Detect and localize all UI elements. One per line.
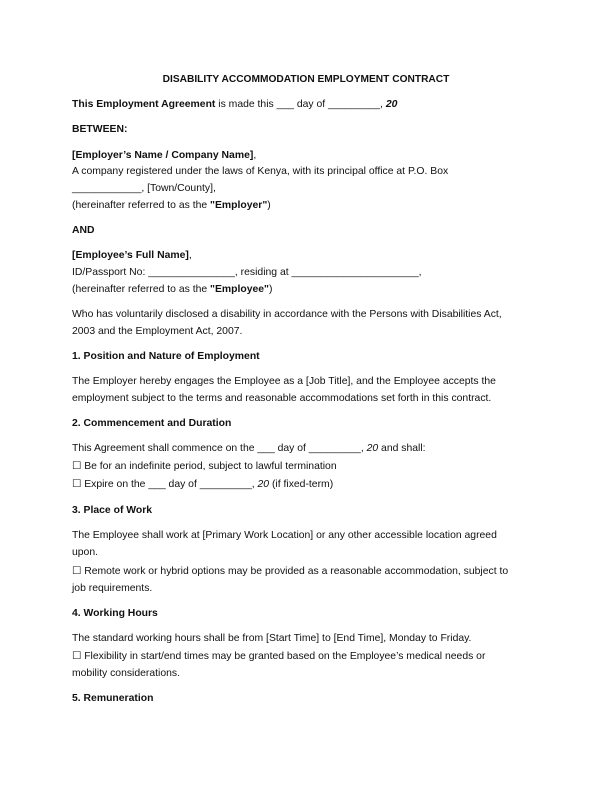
employer-name: [Employer’s Name / Company Name] (72, 150, 254, 161)
section-1-line-2: employment subject to the terms and reasonable accommodations set forth in this contract. (72, 393, 492, 404)
intro-year: 20 (385, 99, 398, 110)
section-3-heading: 3. Place of Work (72, 505, 153, 516)
section-2-heading: 2. Commencement and Duration (72, 418, 232, 429)
employee-name-line (72, 249, 192, 262)
employee-ref-bold: "Employee" (210, 284, 269, 295)
employee-ref-suffix: ) (269, 284, 273, 295)
employer-ref-suffix: ) (267, 200, 271, 211)
employee-name-suffix: , (188, 250, 192, 261)
intro-rest: is made this ___ day of _________, (215, 99, 386, 110)
employee-id-line: ID/Passport No: _______________, residing at ______________________, (72, 267, 422, 278)
section-2-option-fixed-term (72, 478, 333, 491)
employer-line-1: A company registered under the laws of Kenya, with its principal office at P.O. Box (72, 166, 449, 177)
section-4-line-3: mobility considerations. (72, 668, 180, 679)
employer-name-suffix: , (253, 150, 257, 161)
employee-reference (72, 283, 272, 296)
intro-bold: This Employment Agreement (72, 99, 216, 110)
section-5-heading: 5. Remuneration (72, 693, 154, 704)
employer-line-2: ____________, [Town/County], (72, 183, 216, 194)
section-2-option-2-b: (if fixed-term) (269, 479, 334, 490)
section-4-heading: 4. Working Hours (72, 608, 158, 619)
document-title: DISABILITY ACCOMMODATION EMPLOYMENT CONTRACT (162, 74, 450, 85)
section-3-line-3: ☐ Remote work or hybrid options may be provided as a reasonable accommodation, subject to (72, 566, 509, 577)
section-2-line-1-year: 20 (366, 443, 379, 454)
disclosure-line-2: 2003 and the Employment Act, 2007. (72, 326, 243, 337)
section-3-line-2: upon. (72, 547, 99, 558)
section-2-option-indefinite: ☐ Be for an indefinite period, subject to lawful termination (72, 461, 337, 472)
section-3-line-4: job requirements. (72, 583, 153, 594)
employee-ref-prefix: (hereinafter referred to as the (72, 284, 211, 295)
section-2-line-1-a: This Agreement shall commence on the ___ day of _________, (72, 443, 367, 454)
employer-name-line (72, 149, 256, 162)
section-2-option-2-a: ☐ Expire on the ___ day of _________, (72, 479, 258, 490)
employer-reference (72, 199, 271, 212)
employee-name: [Employee’s Full Name] (72, 250, 189, 261)
between-heading: BETWEEN: (72, 124, 128, 135)
disclosure-line-1: Who has voluntarily disclosed a disability in accordance with the Persons with Disabilities Act, (72, 309, 502, 320)
and-heading: AND (72, 225, 95, 236)
section-2-option-2-year: 20 (257, 479, 270, 490)
section-3-line-1: The Employee shall work at [Primary Work Location] or any other accessible location agreed (72, 530, 497, 541)
section-4-line-2: ☐ Flexibility in start/end times may be granted based on the Employee’s medical needs or (72, 651, 486, 662)
intro-line (72, 98, 397, 111)
section-2-line-1 (72, 442, 426, 455)
employer-ref-bold: "Employer" (210, 200, 268, 211)
section-1-line-1: The Employer hereby engages the Employee as a [Job Title], and the Employee accepts the (72, 376, 496, 387)
employer-ref-prefix: (hereinafter referred to as the (72, 200, 211, 211)
section-2-line-1-b: and shall: (378, 443, 426, 454)
section-1-heading: 1. Position and Nature of Employment (72, 351, 260, 362)
section-4-line-1: The standard working hours shall be from [Start Time] to [End Time], Monday to Friday. (72, 633, 472, 644)
